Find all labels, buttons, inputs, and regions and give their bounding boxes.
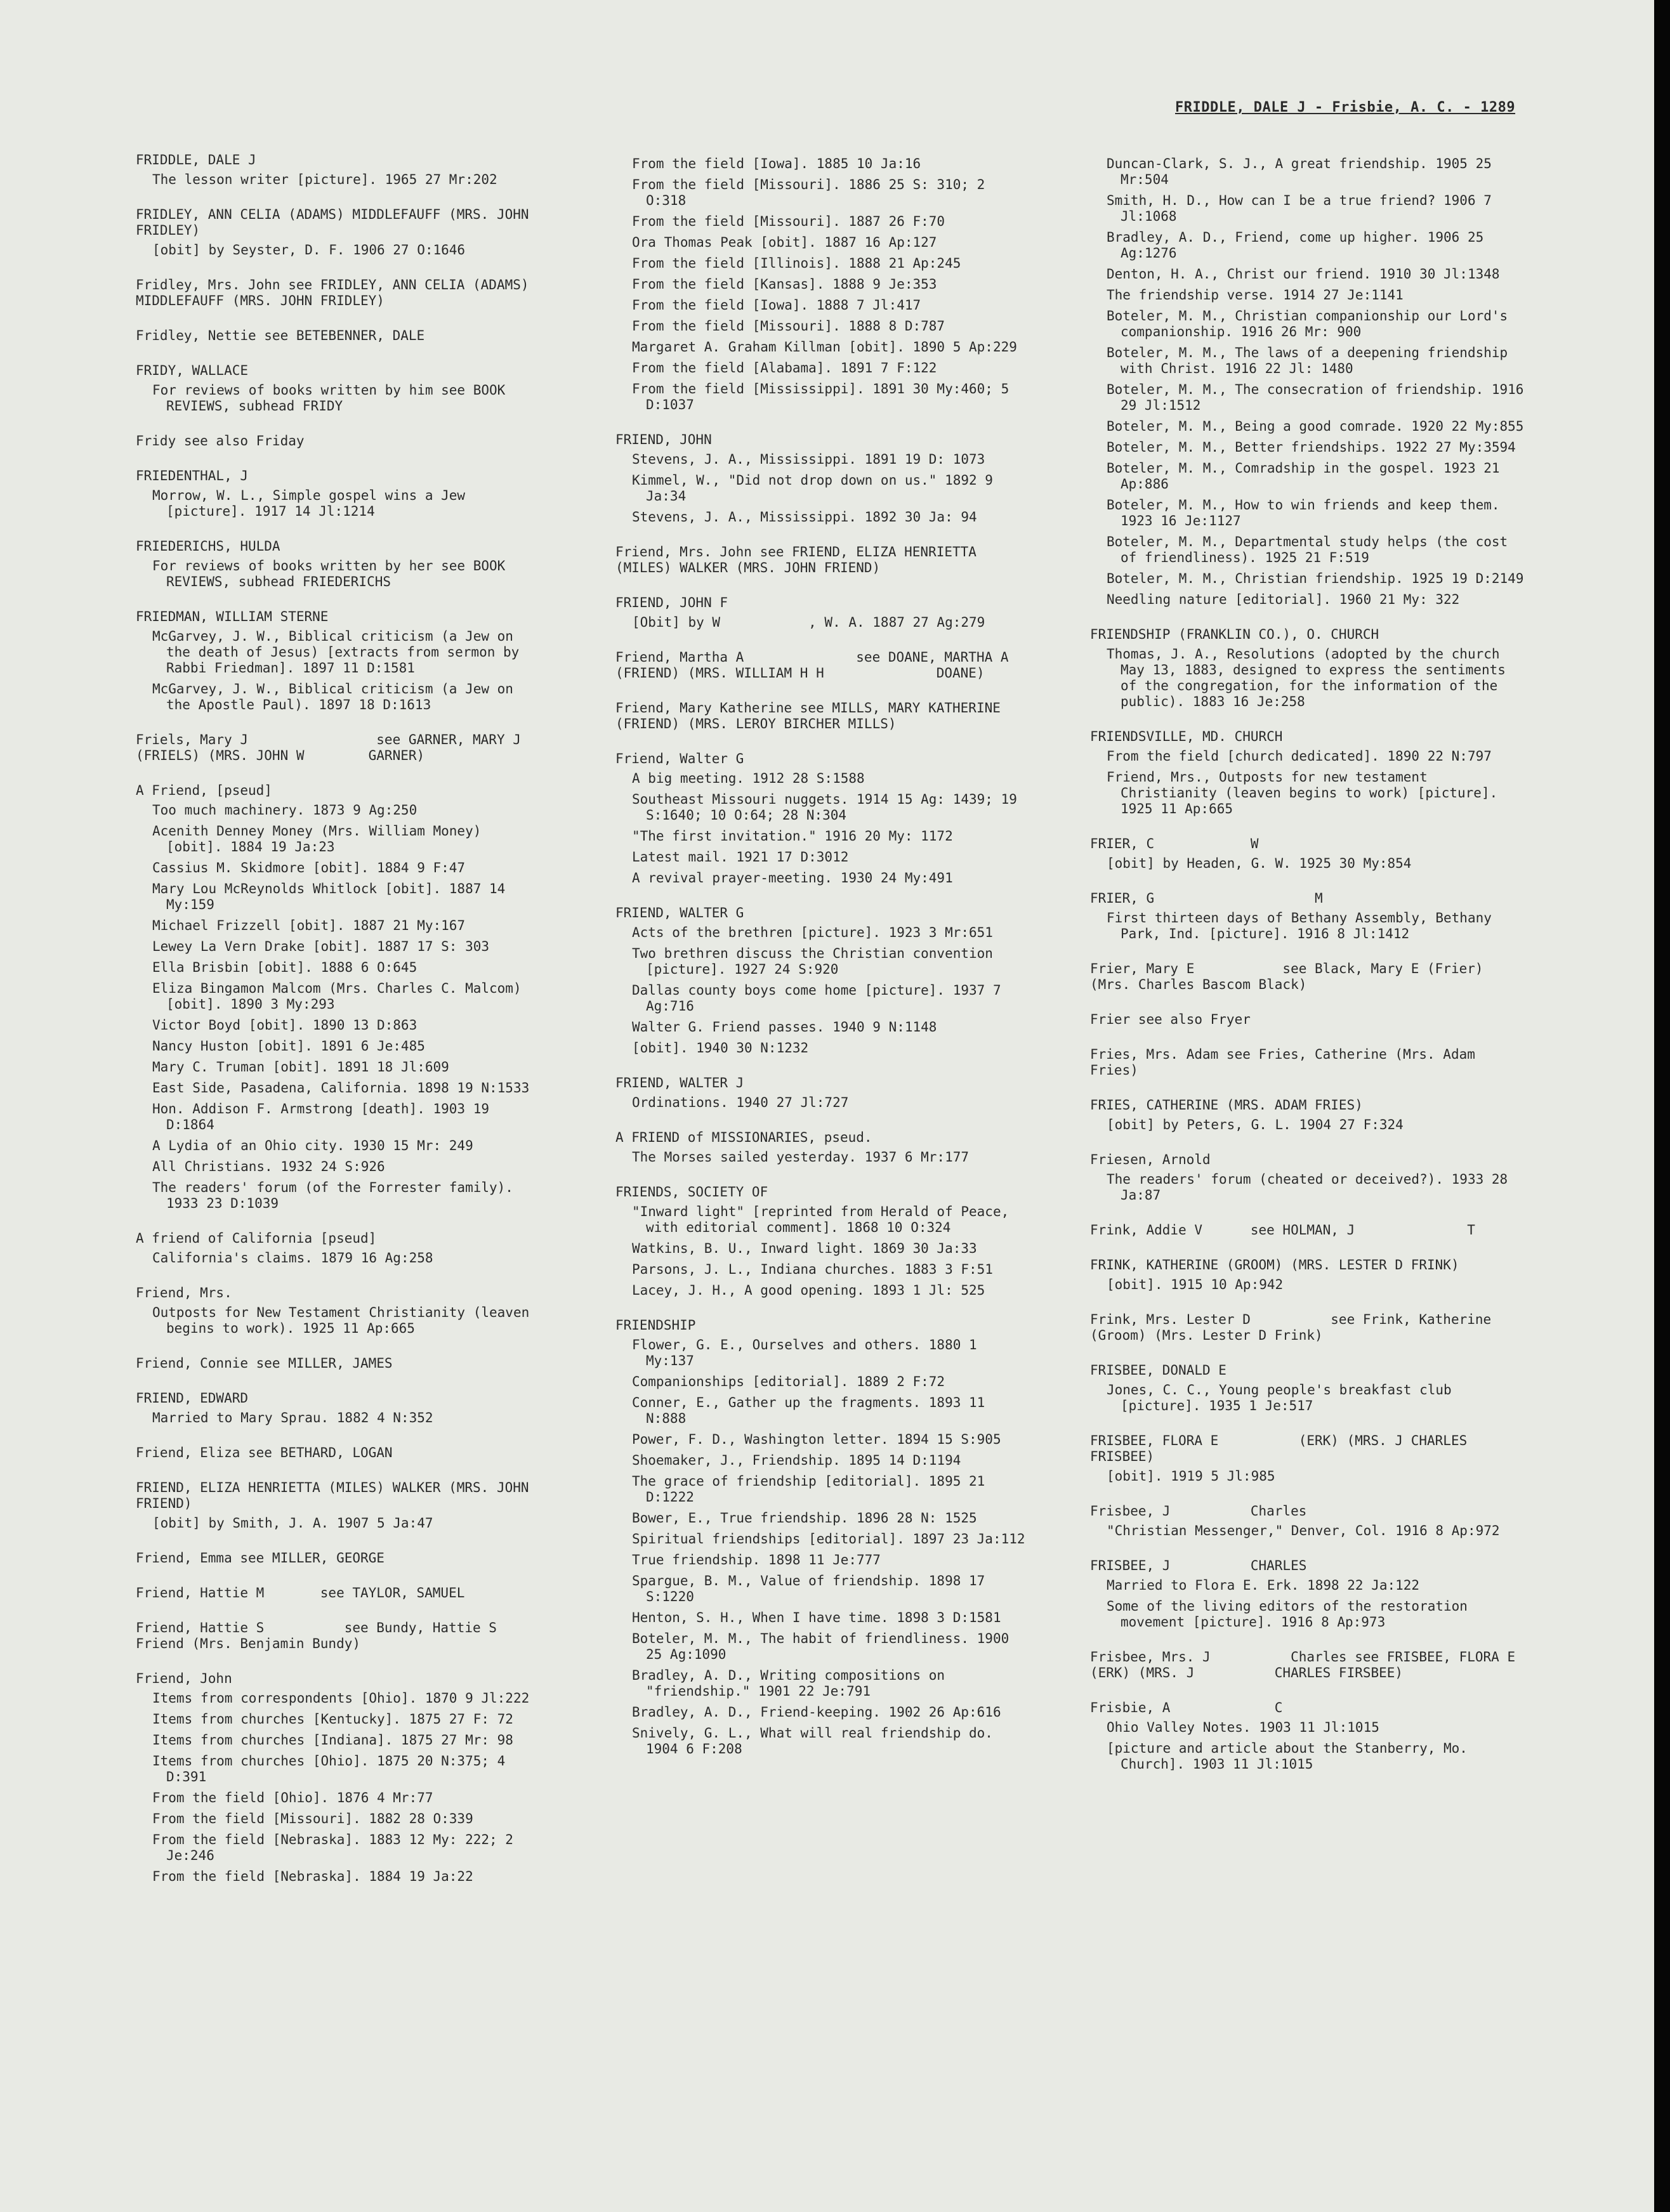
entry-heading: FRIEDMAN, WILLIAM STERNE [136,609,329,624]
citation: Snively, G. L., What will real friendship do. 1904 6 F:208 [632,1725,1001,1757]
citation: Boteler, M. M., Comradship in the gospel. 1923 21 Ap:886 [1107,461,1508,492]
citation: The lesson writer [picture]. 1965 27 Mr:202 [152,172,497,187]
index-entry [610,700,1029,732]
index-entry [1085,961,1529,993]
column-3 [1085,152,1596,1791]
entry-heading: FRIES, CATHERINE (MRS. ADAM FRIES) [1090,1097,1363,1113]
citation: Lacey, J. H., A good opening. 1893 1 Jl: 525 [632,1283,985,1298]
citation: Nancy Huston [obit]. 1891 6 Je:485 [152,1038,425,1054]
citation: Items from churches [Indiana]. 1875 27 Mr: 98 [152,1732,513,1748]
index-entry [610,544,1029,576]
page-edge-shadow [1654,0,1670,2212]
citation: The friendship verse. 1914 27 Je:1141 [1107,287,1404,303]
citation: Boteler, M. M., Better friendships. 1922 27 My:3594 [1107,440,1516,455]
index-entry [1085,1222,1529,1238]
entry-heading: Friesen, Arnold [1090,1152,1211,1167]
index-entry [131,1445,537,1461]
index-entry [610,1130,1029,1165]
citation: Watkins, B. U., Inward light. 1869 30 Ja:33 [632,1241,977,1256]
index-entry [1085,627,1529,710]
index-entry [1085,1649,1596,1681]
citation: Walter G. Friend passes. 1940 9 N:1148 [632,1019,937,1035]
citation: Stevens, J. A., Mississippi. 1892 30 Ja: 94 [632,509,977,525]
index-entry [131,1585,537,1601]
citation: [obit] by Peters, G. L. 1904 27 F:324 [1107,1117,1404,1132]
citation: From the field [church dedicated]. 1890 22 N:797 [1107,749,1492,764]
entry-heading: FRIDLEY, ANN CELIA (ADAMS) MIDDLEFAUFF (MRS. JOHN FRIDLEY) [136,207,537,238]
column-1 [131,152,602,1904]
citation: A big meeting. 1912 28 S:1588 [632,771,865,786]
entry-heading: FRIEND, JOHN [615,432,712,447]
citation: For reviews of books written by her see BOOK REVIEWS, subhead FRIEDERICHS [152,558,513,589]
citation: A Lydia of an Ohio city. 1930 15 Mr: 249 [152,1138,473,1153]
citation: Jones, C. C., Young people's breakfast club [picture]. 1935 1 Je:517 [1107,1382,1460,1413]
citation: Friend, Mrs., Outposts for new testament Christianity (leaven begins to work) [picture]. 1925 11 Ap:665 [1107,769,1506,816]
entry-heading: FRISBEE, DONALD E [1090,1363,1226,1378]
index-entry [1085,156,1532,608]
citation: Thomas, J. A., Resolutions (adopted by the church May 13, 1883, designed to express the sentiments of the congregation, for the information of the public). 1883 16 Je:258 [1107,646,1514,709]
index-entry [1085,1097,1529,1133]
index-entry [131,207,537,258]
citation: Ella Brisbin [obit]. 1888 6 O:645 [152,960,418,975]
citation: Conner, E., Gather up the fragments. 1893 11 N:888 [632,1395,993,1426]
citation: Boteler, M. M., The consecration of friendship. 1916 29 Jl:1512 [1107,382,1532,413]
citation: Mary C. Truman [obit]. 1891 18 Jl:609 [152,1059,449,1075]
entry-heading: Fridy see also Friday [136,433,305,448]
index-entry [1085,1363,1529,1414]
citation: From the field [Ohio]. 1876 4 Mr:77 [152,1790,433,1805]
citation: Outposts for New Testament Christianity (leaven begins to work). 1925 11 Ap:665 [152,1305,537,1336]
index-entry [1085,1503,1529,1539]
entry-heading: A Friend, [pseud] [136,783,272,798]
index-entry [131,1620,569,1652]
citation: Dallas county boys come home [picture]. 1937 7 Ag:716 [632,983,1009,1014]
citation: Acts of the brethren [picture]. 1923 3 Mr:651 [632,925,993,940]
entry-heading: FRIEDERICHS, HULDA [136,539,280,554]
citation: From the field [Missouri]. 1887 26 F:70 [632,214,945,229]
citation: From the field [Iowa]. 1885 10 Ja:16 [632,156,921,171]
entry-heading: FRIEND, EDWARD [136,1391,249,1406]
index-entry [1085,1257,1529,1293]
citation: True friendship. 1898 11 Je:777 [632,1552,881,1567]
index-entry [1085,836,1529,872]
citation: Duncan-Clark, S. J., A great friendship. 1905 25 Mr:504 [1107,156,1500,187]
citation: Spiritual friendships [editorial]. 1897 23 Ja:112 [632,1531,1025,1547]
citation: Companionships [editorial]. 1889 2 F:72 [632,1374,945,1389]
index-entry [1085,891,1529,942]
index-entry [131,1285,537,1337]
entry-heading: Fridley, Mrs. John see FRIDLEY, ANN CELIA (ADAMS) MIDDLEFAUFF (MRS. JOHN FRIDLEY) [136,277,537,308]
entry-heading: Fridley, Nettie see BETEBENNER, DALE [136,328,425,343]
citation: Kimmel, W., "Did not drop down on us." 1892 9 Ja:34 [632,473,1001,504]
entry-heading: FRIDY, WALLACE [136,363,249,378]
citation: Boteler, M. M., Christian companionship our Lord's companionship. 1916 26 Mr: 900 [1107,308,1516,339]
citation: Spargue, B. M., Value of friendship. 1898 17 S:1220 [632,1573,993,1604]
citation: Too much machinery. 1873 9 Ag:250 [152,802,418,818]
entry-heading: Frier see also Fryer [1090,1012,1251,1027]
entry-heading: FRIENDSVILLE, MD. CHURCH [1090,729,1283,744]
entry-heading: Fries, Mrs. Adam see Fries, Catherine (Mrs. Adam Fries) [1090,1047,1483,1078]
citation: Items from correspondents [Ohio]. 1870 9 Jl:222 [152,1691,530,1706]
citation: A revival prayer-meeting. 1930 24 My:491 [632,870,953,886]
index-entry [131,363,537,414]
index-entry [131,1671,537,1885]
entry-heading: FRIEND, JOHN F [615,595,728,610]
citation: Boteler, M. M., Being a good comrade. 1920 22 My:855 [1107,419,1524,434]
citation: East Side, Pasadena, California. 1898 19 N:1533 [152,1080,530,1096]
entry-heading: FRISBEE, FLORA E (ERK) (MRS. J CHARLES FRISBEE) [1090,1433,1475,1464]
citation: "Christian Messenger," Denver, Col. 1916 8 Ap:972 [1107,1523,1500,1538]
citation: Shoemaker, J., Friendship. 1895 14 D:1194 [632,1453,961,1468]
citation: [obit] by Seyster, D. F. 1906 27 O:1646 [152,242,466,258]
index-entry [131,1480,537,1531]
index-entry [610,1075,1029,1111]
citation: [obit]. 1940 30 N:1232 [632,1040,809,1056]
citation: Two brethren discuss the Christian convention [picture]. 1927 24 S:920 [632,946,1001,977]
entry-heading: FRIENDS, SOCIETY OF [615,1184,768,1200]
entry-heading: Frisbie, A C [1090,1700,1283,1715]
citation: Boteler, M. M., How to win friends and keep them. 1923 16 Je:1127 [1107,497,1508,528]
citation: [Obit] by W , W. A. 1887 27 Ag:279 [632,615,985,630]
entry-heading: FRIEND, ELIZA HENRIETTA (MILES) WALKER (MRS. JOHN FRIEND) [136,1480,537,1511]
citation: Cassius M. Skidmore [obit]. 1884 9 F:47 [152,860,466,875]
entry-heading: FRIENDSHIP (FRANKLIN CO.), O. CHURCH [1090,627,1379,642]
citation: Lewey La Vern Drake [obit]. 1887 17 S: 303 [152,939,490,954]
index-entry [1085,1047,1529,1078]
entry-heading: Friend, Walter G [615,751,744,766]
entry-heading: Frisbee, Mrs. J Charles see FRISBEE, FLORA E (ERK) (MRS. J CHARLES FIRSBEE) [1090,1649,1596,1680]
citation: Stevens, J. A., Mississippi. 1891 19 D: 1073 [632,452,985,467]
citation: Parsons, J. L., Indiana churches. 1883 3 F:51 [632,1262,993,1277]
index-entry [610,595,1029,631]
citation: "Inward light" [reprinted from Herald of Peace, with editorial comment]. 1868 10 O:324 [632,1204,1017,1235]
index-entry [610,751,1029,886]
index-entry [1085,1700,1529,1772]
entry-heading: FRINK, KATHERINE (GROOM) (MRS. LESTER D FRINK) [1090,1257,1459,1273]
entry-heading: Friend, Mrs. John see FRIEND, ELIZA HENRIETTA (MILES) WALKER (MRS. JOHN FRIEND) [615,544,985,575]
entry-heading: Friend, Hattie M see TAYLOR, SAMUEL [136,1585,465,1600]
citation: Boteler, M. M., The habit of friendliness. 1900 25 Ag:1090 [632,1631,1017,1662]
citation: Smith, H. D., How can I be a true friend? 1906 7 Jl:1068 [1107,193,1500,224]
index-entry [131,783,537,1212]
index-entry [131,433,537,449]
entry-heading: Friend, Mary Katherine see MILLS, MARY KATHERINE (FRIEND) (MRS. LEROY BIRCHER MILLS) [615,700,1009,731]
citation: Henton, S. H., When I have time. 1898 3 D:1581 [632,1610,1001,1625]
index-entry [131,1356,537,1371]
index-entry [1085,729,1529,817]
citation: [picture and article about the Stanberry, Mo. Church]. 1903 11 Jl:1015 [1107,1741,1476,1772]
citation: Boteler, M. M., The laws of a deepening friendship with Christ. 1916 22 Jl: 1480 [1107,345,1516,376]
citation: Some of the living editors of the restoration movement [picture]. 1916 8 Ap:973 [1107,1599,1476,1630]
citation: Ohio Valley Notes. 1903 11 Jl:1015 [1107,1720,1379,1735]
citation: First thirteen days of Bethany Assembly, Bethany Park, Ind. [picture]. 1916 8 Jl:1412 [1107,910,1500,941]
citation: From the field [Mississippi]. 1891 30 My:460; 5 D:1037 [632,381,1017,412]
entry-heading: Frisbee, J Charles [1090,1503,1307,1519]
citation: The grace of friendship [editorial]. 1895 21 D:1222 [632,1474,993,1505]
citation: Margaret A. Graham Killman [obit]. 1890 5 Ap:229 [632,339,1017,355]
citation: Married to Mary Sprau. 1882 4 N:352 [152,1410,433,1425]
citation: [obit]. 1919 5 Jl:985 [1107,1469,1275,1484]
citation: Bradley, A. D., Friend, come up higher. 1906 25 Ag:1276 [1107,230,1492,261]
index-entry [610,156,1029,413]
citation: [obit]. 1915 10 Ap:942 [1107,1277,1284,1292]
entry-heading: FRIDDLE, DALE J [136,152,256,167]
citation: From the field [Iowa]. 1888 7 Jl:417 [632,298,921,313]
citation: From the field [Nebraska]. 1884 19 Ja:22 [152,1869,473,1884]
index-entry [610,1318,1029,1757]
entry-heading: Friend, Mrs. [136,1285,232,1300]
citation: Power, F. D., Washington letter. 1894 15 S:905 [632,1432,1001,1447]
entry-heading: Friend, Emma see MILLER, GEORGE [136,1550,385,1566]
entry-heading: FRISBEE, J CHARLES [1090,1558,1307,1573]
citation: California's claims. 1879 16 Ag:258 [152,1250,433,1266]
entry-heading: Frier, Mary E see Black, Mary E (Frier) (Mrs. Charles Bascom Black) [1090,961,1492,992]
entry-heading: FRIENDSHIP [615,1318,696,1333]
entry-heading: A FRIEND of MISSIONARIES, pseud. [615,1130,872,1145]
citation: The Morses sailed yesterday. 1937 6 Mr:177 [632,1149,970,1165]
entry-heading: FRIEND, WALTER J [615,1075,744,1090]
entry-heading: Friend, Hattie S see Bundy, Hattie S Friend (Mrs. Benjamin Bundy) [136,1620,569,1651]
entry-heading: Friend, Eliza see BETHARD, LOGAN [136,1445,393,1460]
index-entry [131,609,537,713]
index-entry [131,277,537,309]
citation: Ordinations. 1940 27 Jl:727 [632,1095,849,1110]
index-entry [131,1391,537,1426]
entry-heading: Friend, Connie see MILLER, JAMES [136,1356,393,1371]
citation: From the field [Nebraska]. 1883 12 My: 222; 2 Je:246 [152,1832,522,1863]
index-entry [131,539,537,590]
citation: From the field [Missouri]. 1888 8 D:787 [632,318,945,334]
citation: McGarvey, J. W., Biblical criticism (a Jew on the Apostle Paul). 1897 18 D:1613 [152,681,522,712]
citation: The readers' forum (of the Forrester family). 1933 23 D:1039 [152,1180,522,1211]
citation: Items from churches [Kentucky]. 1875 27 F: 72 [152,1711,513,1727]
column-2 [610,152,1089,1776]
citation: All Christians. 1932 24 S:926 [152,1159,385,1174]
index-entry [610,1184,1029,1299]
citation: Married to Flora E. Erk. 1898 22 Ja:122 [1107,1578,1420,1593]
index-entry [131,328,537,344]
entry-heading: A friend of California [pseud] [136,1231,377,1246]
citation: Mary Lou McReynolds Whitlock [obit]. 1887 14 My:159 [152,881,513,912]
index-entry [131,732,602,764]
citation: [obit] by Smith, J. A. 1907 5 Ja:47 [152,1515,433,1531]
citation: "The first invitation." 1916 20 My: 1172 [632,828,953,844]
entry-heading: FRIEND, WALTER G [615,905,744,920]
index-entry [1085,1558,1529,1630]
index-entry [610,650,1089,681]
entry-heading: FRIEDENTHAL, J [136,468,249,483]
index-entry [1085,1012,1529,1028]
entry-heading: FRIER, C W [1090,836,1259,851]
citation: Denton, H. A., Christ our friend. 1910 30 Jl:1348 [1107,266,1500,282]
citation: For reviews of books written by him see BOOK REVIEWS, subhead FRIDY [152,383,513,414]
entry-heading: Frink, Mrs. Lester D see Frink, Katherine (Groom) (Mrs. Lester D Frink) [1090,1312,1499,1343]
entry-heading: Friend, Martha A see DOANE, MARTHA A (FRIEND) (MRS. WILLIAM H H DOANE) [615,650,1089,681]
citation: [obit] by Headen, G. W. 1925 30 My:854 [1107,856,1412,871]
entry-heading: Friend, John [136,1671,232,1686]
index-entry [131,468,537,520]
citation: From the field [Illinois]. 1888 21 Ap:245 [632,256,961,271]
index-entry [131,152,537,188]
citation: Ora Thomas Peak [obit]. 1887 16 Ap:127 [632,235,937,250]
citation: Eliza Bingamon Malcom (Mrs. Charles C. Malcom) [obit]. 1890 3 My:293 [152,981,530,1012]
index-entry [610,432,1029,525]
citation: Morrow, W. L., Simple gospel wins a Jew [picture]. 1917 14 Jl:1214 [152,488,473,519]
entry-heading: Friels, Mary J see GARNER, MARY J (FRIELS) (MRS. JOHN W GARNER) [136,732,602,763]
citation: Needling nature [editorial]. 1960 21 My: 322 [1107,592,1460,607]
index-entry [1085,1312,1529,1344]
index-entry [1085,1433,1529,1484]
citation: From the field [Alabama]. 1891 7 F:122 [632,360,937,376]
citation: Flower, G. E., Ourselves and others. 1880 1 My:137 [632,1337,985,1368]
citation: Bower, E., True friendship. 1896 28 N: 1525 [632,1510,977,1526]
citation: Southeast Missouri nuggets. 1914 15 Ag: 1439; 19 S:1640; 10 O:64; 28 N:304 [632,792,1025,823]
entry-heading: Frink, Addie V see HOLMAN, J T [1090,1222,1475,1238]
index-entry [131,1231,537,1266]
entry-heading: FRIER, G M [1090,891,1323,906]
running-header: FRIDDLE, DALE J - Frisbie, A. C. - 1289 [1175,100,1516,115]
citation: Latest mail. 1921 17 D:3012 [632,849,849,865]
citation: McGarvey, J. W., Biblical criticism (a Jew on the death of Jesus) [extracts from sermon by Rabbi Friedman]. 1897 11 D:1581 [152,629,527,676]
citation: Bradley, A. D., Writing compositions on "friendship." 1901 22 Je:791 [632,1668,953,1699]
citation: From the field [Missouri]. 1882 28 O:339 [152,1811,473,1826]
citation: Boteler, M. M., Departmental study helps (the cost of friendliness). 1925 21 F:519 [1107,534,1516,565]
citation: Items from churches [Ohio]. 1875 20 N:375; 4 D:391 [152,1753,513,1784]
citation: Victor Boyd [obit]. 1890 13 D:863 [152,1018,418,1033]
index-entry [131,1550,537,1566]
citation: Michael Frizzell [obit]. 1887 21 My:167 [152,918,466,933]
citation: Bradley, A. D., Friend-keeping. 1902 26 Ap:616 [632,1705,1001,1720]
citation: Boteler, M. M., Christian friendship. 1925 19 D:2149 [1107,571,1524,586]
citation: Hon. Addison F. Armstrong [death]. 1903 19 D:1864 [152,1101,497,1132]
citation: From the field [Kansas]. 1888 9 Je:353 [632,277,937,292]
index-entry [1085,1152,1529,1203]
citation: Acenith Denney Money (Mrs. William Money) [obit]. 1884 19 Ja:23 [152,823,490,854]
citation: The readers' forum (cheated or deceived?). 1933 28 Ja:87 [1107,1172,1516,1203]
index-entry [610,905,1029,1056]
citation: From the field [Missouri]. 1886 25 S: 310; 2 O:318 [632,177,993,208]
